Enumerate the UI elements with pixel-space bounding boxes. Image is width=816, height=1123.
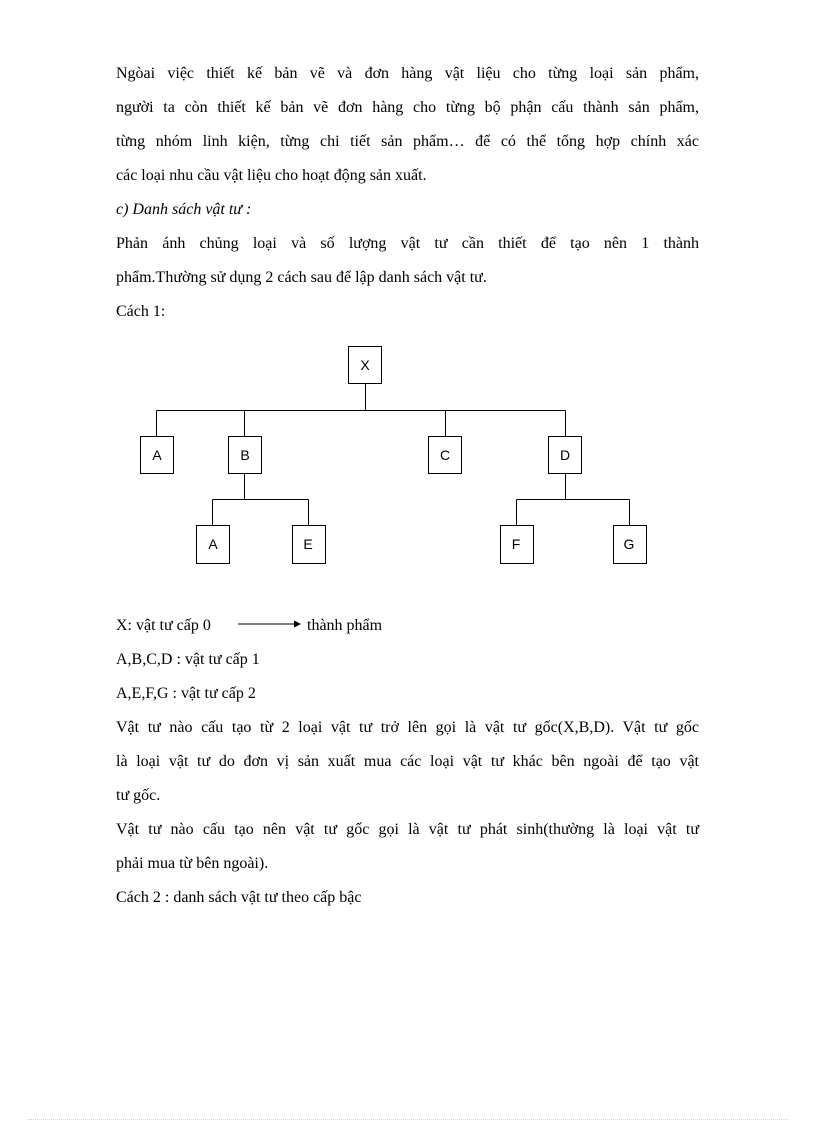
page-bottom-divider [28, 1119, 788, 1120]
right-arrow-icon [238, 620, 302, 628]
node-b-label: B [240, 447, 250, 463]
paragraph4-line-2: phải mua từ bên ngoài). [116, 855, 269, 872]
legend-level0-suffix: thành phẩm [307, 617, 383, 634]
paragraph1-line-4: các loại nhu cầu vật liệu cho hoạt động sản xuất. [116, 167, 427, 184]
node-a-child [197, 526, 230, 564]
node-e-label: E [303, 536, 313, 552]
node-c-label: C [439, 447, 451, 463]
node-c [429, 437, 462, 474]
node-e [293, 526, 326, 564]
node-d-label: D [559, 447, 571, 463]
legend-level0-prefix: X: vật tư cấp 0 [116, 617, 211, 634]
node-a-label: A [152, 447, 162, 463]
legend-level1: A,B,C,D : vật tư cấp 1 [116, 651, 260, 668]
node-g-label: G [623, 536, 635, 552]
paragraph1-line-1: Ngòai việc thiết kế bản vẽ và đơn hàng vật liệu cho từng loại sản phẩm, [116, 65, 699, 82]
paragraph3-line-1: Vật tư nào cấu tạo từ 2 loại vật tư trở lên gọi là vật tư gốc(X,B,D). Vật tư gốc [116, 719, 699, 736]
legend-level2: A,E,F,G : vật tư cấp 2 [116, 685, 256, 702]
method1-label: Cách 1: [116, 303, 166, 320]
node-b [229, 437, 262, 474]
node-x [349, 347, 382, 384]
paragraph1-line-3: từng nhóm linh kiện, từng chi tiết sản phẩm… để có thể tổng hợp chính xác [116, 133, 699, 150]
node-f [501, 526, 534, 564]
paragraph2-line-1: Phản ánh chủng loại và số lượng vật tư cần thiết để tạo nên 1 thành [116, 235, 699, 252]
node-f-label: F [511, 536, 521, 552]
node-a-child-label: A [208, 536, 218, 552]
section-heading: c) Danh sách vật tư : [116, 201, 252, 218]
node-d [549, 437, 582, 474]
node-a [141, 437, 174, 474]
node-g [614, 526, 647, 564]
paragraph2-line-2: phẩm.Thường sử dụng 2 cách sau để lập danh sách vật tư. [116, 269, 487, 286]
paragraph4-line-1: Vật tư nào cấu tạo nên vật tư gốc gọi là vật tư phát sinh(thường là loại vật tư [116, 821, 699, 838]
paragraph3-line-2: là loại vật tư do đơn vị sản xuất mua các loại vật tư khác bên ngoài để tạo vật [116, 753, 699, 770]
paragraph3-line-3: tư gốc. [116, 787, 161, 804]
node-x-label: X [360, 357, 370, 373]
paragraph1-line-2: người ta còn thiết kế bản vẽ đơn hàng cho từng bộ phận cấu thành sản phẩm, [116, 99, 699, 116]
method2-label: Cách 2 : danh sách vật tư theo cấp bậc [116, 889, 362, 906]
